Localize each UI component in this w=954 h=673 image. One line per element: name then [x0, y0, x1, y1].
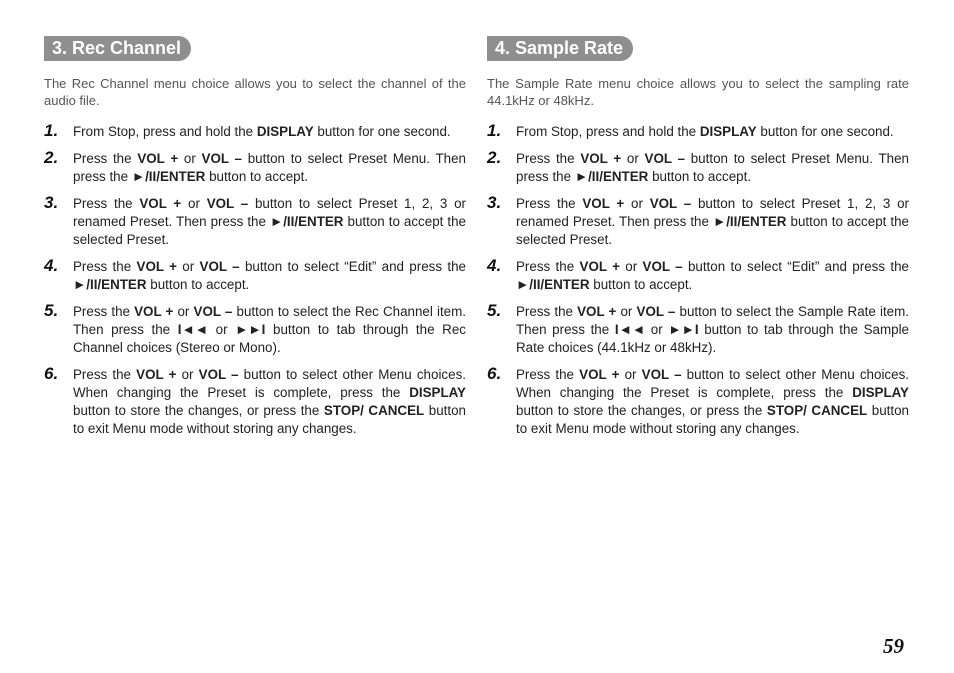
step-keyword: ►/II/ENTER [516, 277, 590, 292]
step-keyword: DISPLAY [699, 124, 757, 139]
section-heading: 3. Rec Channel [44, 36, 191, 61]
step-text: button to select Preset Menu. Then press the [73, 151, 466, 184]
step-text: or [619, 367, 642, 382]
step-text: button to accept the selected Preset. [516, 214, 909, 247]
step-keyword: VOL + [579, 259, 620, 274]
step-number: 6. [487, 364, 502, 383]
step-keyword: VOL – [649, 196, 692, 211]
step-keyword: VOL + [577, 304, 617, 319]
step-keyword: VOL – [641, 367, 682, 382]
step-item [44, 366, 466, 438]
step-text: From Stop, press and hold the [516, 124, 700, 139]
step-text: Press the [516, 259, 580, 274]
step-keyword: VOL – [636, 304, 676, 319]
step-number: 4. [44, 256, 59, 275]
section-intro: The Rec Channel menu choice allows you to select the channel of the audio file. [44, 76, 466, 108]
step-text: or [624, 196, 650, 211]
step-text: or [645, 322, 669, 337]
step-item [487, 150, 909, 186]
step-keyword: VOL + [136, 259, 177, 274]
step-text: button to select the Sample Rate item. Then press the [516, 304, 909, 337]
step-number: 1. [44, 121, 59, 140]
step-text: button to select other Menu choices. When changing the Preset is complete, press the [73, 367, 466, 400]
step-number: 5. [487, 301, 502, 320]
step-item [44, 123, 466, 141]
step-text: button to accept the selected Preset. [73, 214, 466, 247]
step-list [44, 123, 466, 438]
step-text: button to exit Menu mode without storing any changes. [516, 403, 909, 436]
step-item [487, 195, 909, 249]
step-text: button to exit Menu mode without storing any changes. [73, 403, 466, 436]
step-text: button to accept. [648, 169, 752, 184]
step-keyword: VOL + [579, 367, 620, 382]
step-number: 4. [487, 256, 502, 275]
step-keyword: ►/II/ENTER [574, 169, 649, 184]
step-text: button to select Preset 1, 2, 3 or renamed Preset. Then press the [516, 196, 910, 229]
step-item [487, 303, 909, 357]
step-text: Press the [73, 304, 135, 319]
step-item [44, 258, 466, 294]
step-keyword: VOL + [134, 304, 174, 319]
step-text: or [621, 151, 645, 166]
step-keyword: STOP/ CANCEL [323, 403, 425, 418]
step-text: button to select other Menu choices. When changing the Preset is complete, press the [516, 367, 909, 400]
step-keyword: I◄◄ [177, 322, 208, 337]
step-keyword: DISPLAY [852, 385, 909, 400]
rec-channel-section [44, 36, 466, 447]
step-keyword: VOL + [136, 367, 177, 382]
step-text: or [208, 322, 236, 337]
step-keyword: STOP/ CANCEL [766, 403, 868, 418]
step-number: 3. [487, 193, 502, 212]
step-keyword: VOL + [139, 196, 182, 211]
step-item [44, 195, 466, 249]
step-text: Press the [73, 151, 138, 166]
step-text: button to tab through the Rec Channel choices (Stereo or Mono). [73, 322, 466, 355]
step-keyword: VOL – [201, 151, 242, 166]
step-keyword: DISPLAY [409, 385, 466, 400]
step-text: Press the [73, 196, 140, 211]
step-text: button to accept. [589, 277, 693, 292]
step-text: From Stop, press and hold the [73, 124, 257, 139]
step-text: or [178, 151, 202, 166]
step-text: button to select Preset 1, 2, 3 or renamed Preset. Then press the [73, 196, 467, 229]
sample-rate-section [487, 36, 909, 447]
step-number: 1. [487, 121, 502, 140]
step-keyword: ►►I [668, 322, 699, 337]
step-keyword: ►/II/ENTER [73, 277, 147, 292]
step-keyword: VOL + [137, 151, 179, 166]
step-number: 2. [487, 148, 502, 167]
step-keyword: VOL – [193, 304, 233, 319]
step-keyword: I◄◄ [614, 322, 646, 337]
page-number: 59 [883, 634, 904, 658]
step-number: 5. [44, 301, 59, 320]
step-keyword: ►/II/ENTER [269, 214, 344, 229]
step-text: or [619, 259, 643, 274]
step-text: button for one second. [756, 124, 894, 139]
step-keyword: VOL – [644, 151, 685, 166]
step-keyword: VOL – [642, 259, 683, 274]
step-text: button to select “Edit” and press the [239, 259, 466, 274]
step-keyword: VOL – [199, 259, 240, 274]
step-text: Press the [73, 259, 137, 274]
step-text: or [181, 196, 207, 211]
step-text: button to select Preset Menu. Then press the [516, 151, 909, 184]
step-text: Press the [73, 367, 137, 382]
step-text: button for one second. [313, 124, 451, 139]
step-text: Press the [516, 196, 583, 211]
step-text: Press the [516, 151, 581, 166]
step-text: button to store the changes, or press the [73, 403, 324, 418]
step-text: button to select “Edit” and press the [682, 259, 909, 274]
step-list [487, 123, 909, 438]
step-text: or [176, 259, 200, 274]
step-text: button to tab through the Sample Rate choices (44.1kHz or 48kHz). [516, 322, 909, 355]
step-keyword: DISPLAY [256, 124, 314, 139]
step-keyword: ►/II/ENTER [131, 169, 206, 184]
section-intro: The Sample Rate menu choice allows you to select the sampling rate 44.1kHz or 48kHz. [487, 76, 909, 108]
step-text: button to store the changes, or press the [516, 403, 767, 418]
step-text: button to select the Rec Channel item. Then press the [73, 304, 466, 337]
step-keyword: ►/II/ENTER [712, 214, 787, 229]
step-keyword: VOL – [198, 367, 239, 382]
section-heading: 4. Sample Rate [487, 36, 633, 61]
step-number: 3. [44, 193, 59, 212]
step-text: button to accept. [205, 169, 309, 184]
step-text: button to accept. [146, 277, 250, 292]
step-keyword: VOL – [206, 196, 249, 211]
step-item [487, 123, 909, 141]
step-text: or [176, 367, 199, 382]
step-text: or [616, 304, 637, 319]
step-item [487, 366, 909, 438]
step-number: 2. [44, 148, 59, 167]
step-item [44, 150, 466, 186]
step-text: Press the [516, 367, 580, 382]
step-item [44, 303, 466, 357]
step-keyword: VOL + [582, 196, 625, 211]
step-number: 6. [44, 364, 59, 383]
step-item [487, 258, 909, 294]
step-keyword: ►►I [235, 322, 266, 337]
step-text: Press the [516, 304, 578, 319]
step-text: or [173, 304, 194, 319]
step-keyword: VOL + [580, 151, 622, 166]
